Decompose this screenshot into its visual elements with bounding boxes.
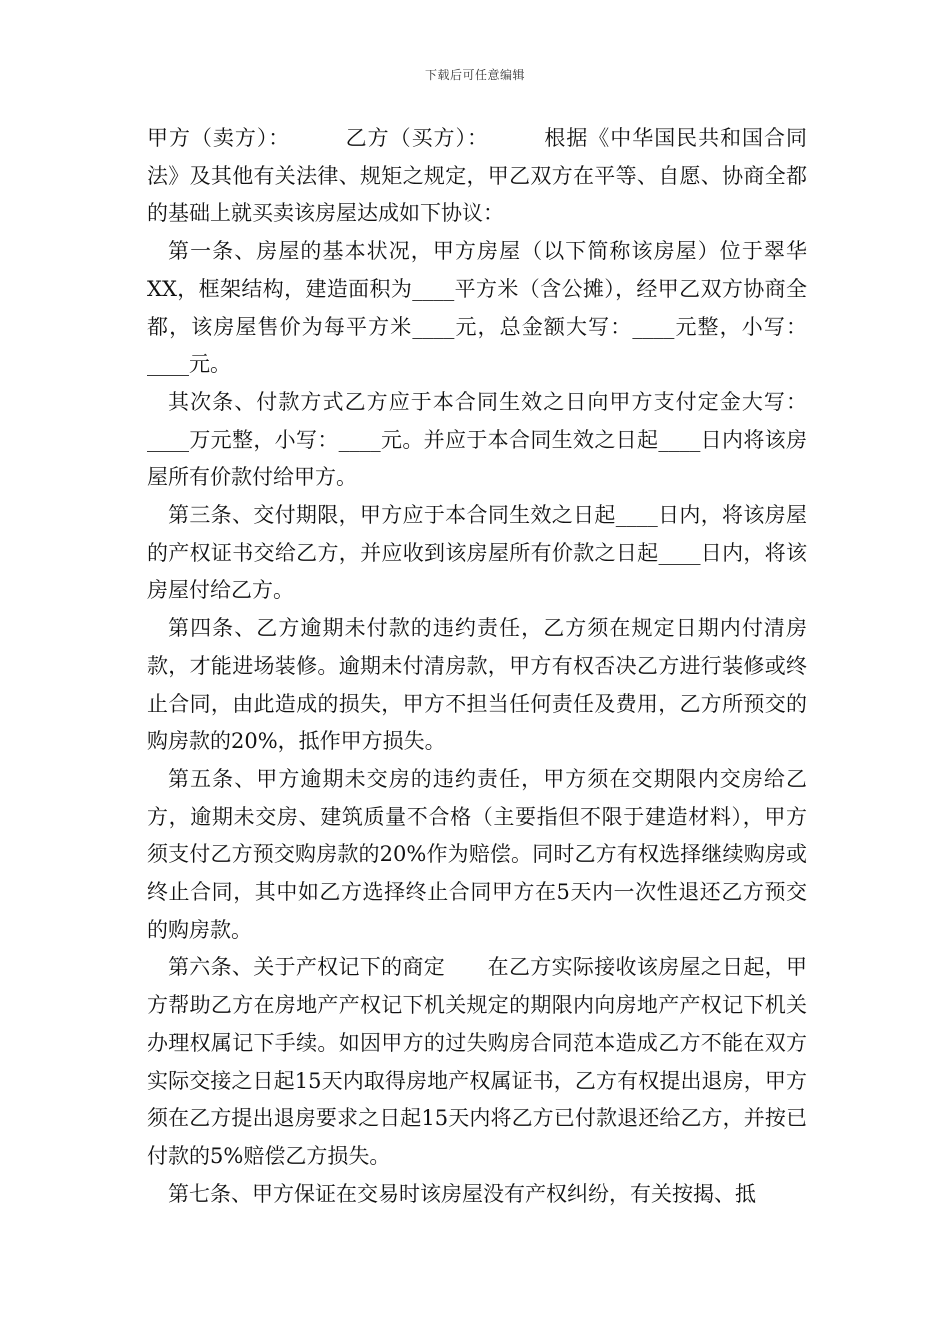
article-6: 第六条、关于产权记下的商定 在乙方实际接收该房屋之日起，甲方帮助乙方在房地产产权记下机关规定的期限内向房地产产权记下机关办理权属记下手续。如因甲方的过失购房合同范本造成乙方不能在双方实际交接之日起15天内取得房地产权属证书，乙方有权提出退房，甲方须在乙方提出退房要求之日起15天内将乙方已付款退还给乙方，并按已付款的5%赔偿乙方损失。	[147, 955, 807, 1168]
article-7: 第七条、甲方保证在交易时该房屋没有产权纠纷，有关按揭、抵	[168, 1181, 756, 1206]
article-1: 第一条、房屋的基本状况，甲方房屋（以下简称该房屋）位于翠华XX，框架结构，建造面积为____平方米（含公摊），经甲乙双方协商全都，该房屋售价为每平方米____元，总金额大写：____元整，小写：____元。	[147, 239, 807, 377]
header-note: 下载后可任意编辑	[424, 68, 525, 82]
article-4: 第四条、乙方逾期未付款的违约责任，乙方须在规定日期内付清房款，才能进场装修。逾期未付清房款，甲方有权否决乙方进行装修或终止合同，由此造成的损失，甲方不担当任何责任及费用，乙方所预交的购房款的20%，抵作甲方损失。	[147, 616, 807, 754]
contract-intro: 甲方（卖方）： 乙方（买方）： 根据《中华国民共和国合同法》及其他有关法律、规矩之规定，甲乙双方在平等、自愿、协商全都的基础上就买卖该房屋达成如下协议：	[147, 126, 807, 226]
article-3: 第三条、交付期限，甲方应于本合同生效之日起____日内，将该房屋的产权证书交给乙方，并应收到该房屋所有价款之日起____日内，将该房屋付给乙方。	[147, 503, 807, 603]
article-2: 其次条、付款方式乙方应于本合同生效之日向甲方支付定金大写：____万元整，小写：____元。并应于本合同生效之日起____日内将该房屋所有价款付给甲方。	[147, 389, 807, 490]
contract-body	[147, 120, 807, 1213]
article-5: 第五条、甲方逾期未交房的违约责任，甲方须在交期限内交房给乙方，逾期未交房、建筑质量不合格（主要指但不限于建造材料），甲方须支付乙方预交购房款的20%作为赔偿。同时乙方有权选择继续购房或终止合同，其中如乙方选择终止合同甲方在5天内一次性退还乙方预交的购房款。	[147, 766, 807, 942]
